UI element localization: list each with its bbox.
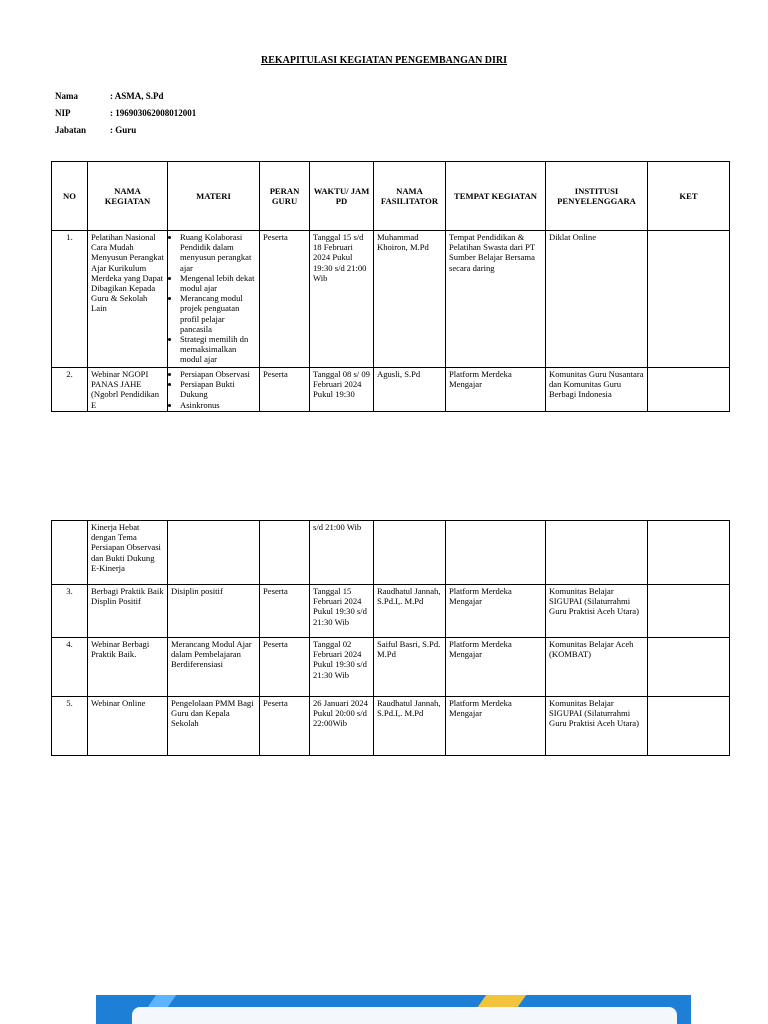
row-ket [648,521,730,585]
table-row [52,638,730,697]
header-materi: MATERI [168,162,260,231]
row-institusi: Komunitas Belajar SIGUPAI (Silaturrahmi Guru Praktisi Aceh Utara) [546,697,648,756]
row-waktu: Tanggal 02 Februari 2024 Pukul 19:30 s/d 21:30 Wib [310,638,374,697]
table-row [52,697,730,756]
materi-item: • Ruang Kolaborasi Pendidik dalam menyusun perangkat ajar [180,232,256,273]
header-institusi: INSTITUSI PENYELENGGARA [546,162,648,231]
row-institusi [546,521,648,585]
nama-label: Nama [55,91,78,101]
table-row [52,521,730,585]
row-fasilitator: Muhammad Khoiron, M.Pd [374,231,446,368]
materi-item: • Strategi memilih dn memaksimalkan modul ajar [180,334,256,365]
row-institusi: Komunitas Belajar Aceh (KOMBAT) [546,638,648,697]
row-kegiatan: Webinar Online [88,697,168,756]
materi-item: • Mengenal lebih dekat modul ajar [180,273,256,293]
row-peran: Peserta [260,368,310,412]
header-tempat: TEMPAT KEGIATAN [446,162,546,231]
page-title: REKAPITULASI KEGIATAN PENGEMBANGAN DIRI [260,55,508,66]
table-row [52,368,730,412]
row-tempat: Platform Merdeka Mengajar [446,638,546,697]
header-fasilitator: NAMA FASILITATOR [374,162,446,231]
activity-table-1 [51,161,730,412]
row-tempat: Platform Merdeka Mengajar [446,368,546,412]
row-institusi: Diklat Online [546,231,648,368]
banner-panel [132,1007,677,1024]
header-ket: KET [648,162,730,231]
row-ket [648,368,730,412]
row-no: 4. [52,638,88,697]
materi-item: • Persiapan Bukti Dukung [180,379,256,399]
row-waktu: s/d 21:00 Wib [310,521,374,585]
row-kegiatan: Kinerja Hebat dengan Tema Persiapan Observasi dan Bukti Dukung E-Kinerja [88,521,168,585]
table-row [52,231,730,368]
header-no: NO [52,162,88,231]
table-row [52,585,730,638]
row-no [52,521,88,585]
row-no: 5. [52,697,88,756]
row-no: 1. [52,231,88,368]
bottom-banner [96,995,691,1024]
info-nama [55,91,164,101]
row-tempat: Platform Merdeka Mengajar [446,585,546,638]
nip-label: NIP [55,108,71,118]
row-no: 2. [52,368,88,412]
row-peran [260,521,310,585]
row-peran: Peserta [260,697,310,756]
materi-item: • Persiapan Observasi [180,369,256,379]
info-nip [55,108,196,118]
row-ket [648,231,730,368]
row-waktu: Tanggal 15 s/d 18 Februari 2024 Pukul 19:30 s/d 21:00 Wib [310,231,374,368]
row-tempat: Platform Merdeka Mengajar [446,697,546,756]
row-waktu: 26 Januari 2024 Pukul 20:00 s/d 22:00Wib [310,697,374,756]
row-kegiatan: Pelatihan Nasional Cara Mudah Menyusun Perangkat Ajar Kurikulum Merdeka yang Dapat Dibagikan Kepada Guru & Sekolah Lain [88,231,168,368]
row-ket [648,585,730,638]
row-tempat: Tempat Pendidikan & Pelatihan Swasta dari PT Sumber Belajar Bersama secara daring [446,231,546,368]
row-peran: Peserta [260,585,310,638]
info-jabatan [55,125,136,135]
row-kegiatan: Webinar Berbagi Praktik Baik. [88,638,168,697]
row-fasilitator: Saiful Basri, S.Pd. M.Pd [374,638,446,697]
row-fasilitator [374,521,446,585]
row-peran: Peserta [260,231,310,368]
row-kegiatan: Berbagi Praktik Baik Displin Positif [88,585,168,638]
row-institusi: Komunitas Belajar SIGUPAI (Silaturrahmi Guru Praktisi Aceh Utara) [546,585,648,638]
row-no: 3. [52,585,88,638]
row-ket [648,638,730,697]
row-waktu: Tanggal 08 s/ 09 Februari 2024 Pukul 19:30 [310,368,374,412]
header-nama-kegiatan: NAMA KEGIATAN [88,162,168,231]
row-materi [168,521,260,585]
row-materi [168,231,260,368]
table-header-row [52,162,730,231]
jabatan-value: : Guru [110,125,137,135]
row-materi: Disiplin positif [168,585,260,638]
row-materi [168,368,260,412]
row-peran: Peserta [260,638,310,697]
nip-value: : 196903062008012001 [110,108,197,118]
row-fasilitator: Raudhatul Jannah, S.Pd.I,. M.Pd [374,697,446,756]
nama-value: : ASMA, S.Pd [110,91,164,101]
header-peran: PERAN GURU [260,162,310,231]
jabatan-label: Jabatan [55,125,87,135]
row-waktu: Tanggal 15 Februari 2024 Pukul 19:30 s/d 21:30 Wib [310,585,374,638]
row-ket [648,697,730,756]
row-fasilitator: Raudhatul Jannah, S.Pd.I,. M.Pd [374,585,446,638]
row-fasilitator: Agusli, S.Pd [374,368,446,412]
activity-table-2 [51,520,730,756]
row-materi: Pengelolaan PMM Bagi Guru dan Kepala Sekolah [168,697,260,756]
row-materi: Merancang Modul Ajar dalam Pembelajaran Berdiferensiasi [168,638,260,697]
row-institusi: Komunitas Guru Nusantara dan Komunitas Guru Berbagi Indonesia [546,368,648,412]
materi-item: • Merancang modul projek penguatan profil pelajar pancasila [180,293,256,334]
row-kegiatan: Webinar NGOPI PANAS JAHE (Ngobrl Pendidikan E [88,368,168,412]
header-waktu: WAKTU/ JAM PD [310,162,374,231]
materi-item: • Asinkronus [180,400,256,410]
row-tempat [446,521,546,585]
